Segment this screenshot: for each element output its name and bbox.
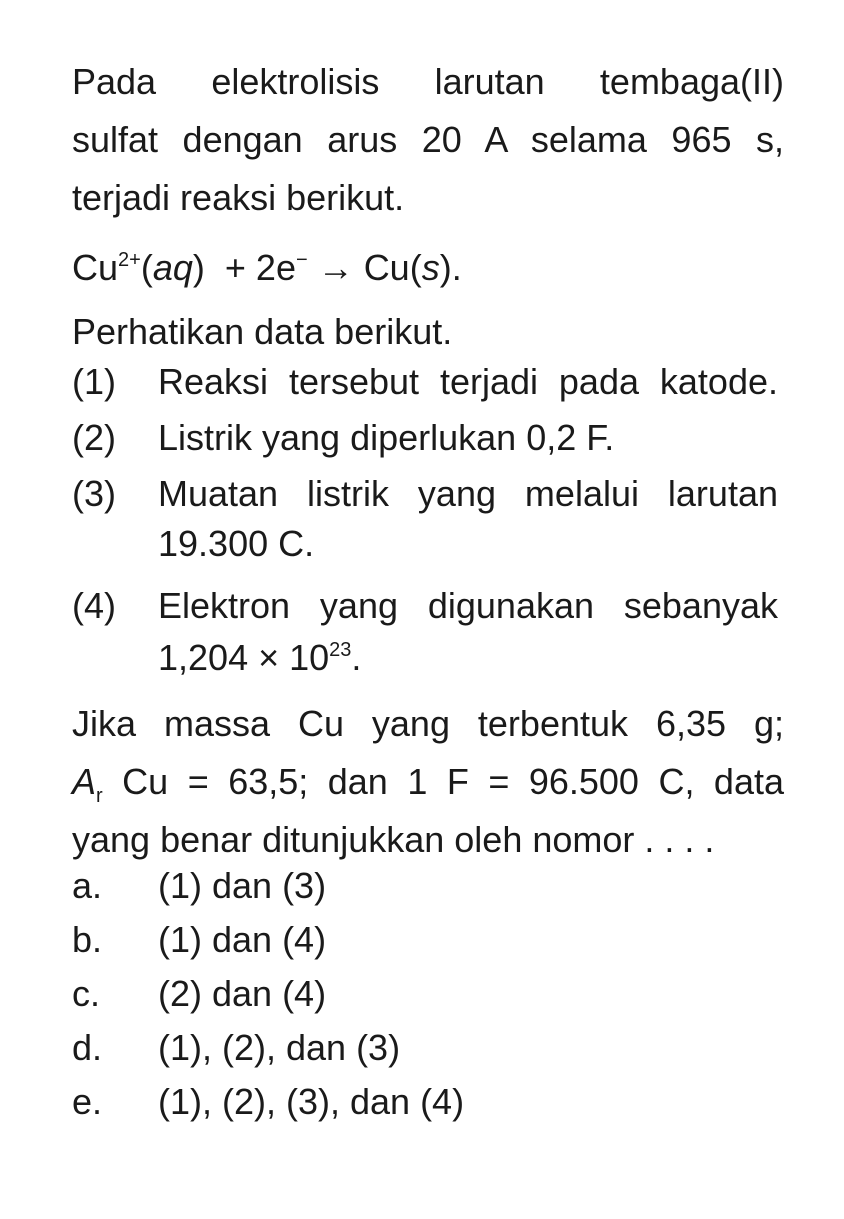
condition-values: Cu = 63,5; dan 1 F = 96.500 C, data xyxy=(102,761,784,802)
option-text: (2) dan (4) xyxy=(158,973,327,1014)
avogadro-base: 1,204 × 10 xyxy=(158,637,330,678)
condition-line-3: yang benar ditunjukkan oleh nomor . . . . xyxy=(72,819,715,860)
option-text: (1), (2), (3), dan (4) xyxy=(158,1081,465,1122)
avogadro-end: . xyxy=(351,637,362,678)
intro-line-2: sulfat dengan arus 20 A selama 965 s, xyxy=(72,119,784,160)
reactant-state: aq xyxy=(152,247,193,288)
statement-text: Muatan listrik yang melalui larutan xyxy=(158,473,778,514)
option-text: (1) dan (3) xyxy=(158,865,327,906)
ar-symbol: A xyxy=(72,761,97,802)
statement-text: Listrik yang diperlukan 0,2 F. xyxy=(158,417,615,458)
intro-line-1: Pada elektrolisis larutan tembaga(II) xyxy=(72,61,784,102)
option-text: (1) dan (4) xyxy=(158,919,327,960)
statement-text-cont: 19.300 C. xyxy=(158,523,315,564)
option-letter: d. xyxy=(72,1027,103,1068)
option-text: (1), (2), dan (3) xyxy=(158,1027,401,1068)
option-letter: c. xyxy=(72,973,101,1014)
statement-number: (4) xyxy=(72,585,116,626)
reactant-charge: 2+ xyxy=(118,249,141,271)
statement-number: (2) xyxy=(72,417,116,458)
product-state: s xyxy=(421,247,440,288)
option-letter: a. xyxy=(72,865,103,906)
electron-term: + 2e xyxy=(224,247,296,288)
option-letter: e. xyxy=(72,1081,103,1122)
data-intro: Perhatikan data berikut. xyxy=(72,311,453,352)
product: Cu( xyxy=(363,247,422,288)
intro-line-3: terjadi reaksi berikut. xyxy=(72,177,405,218)
condition-line-2 xyxy=(72,760,784,807)
product-end: ). xyxy=(439,247,462,288)
avogadro-exponent: 23 xyxy=(329,639,352,661)
condition-line-1: Jika massa Cu yang terbentuk 6,35 g; xyxy=(72,703,784,744)
reaction-arrow: → xyxy=(317,247,354,288)
ar-subscript: r xyxy=(96,785,103,807)
reactant: Cu xyxy=(72,247,119,288)
statement-number: (1) xyxy=(72,361,116,402)
statement-text-cont xyxy=(158,636,361,680)
option-letter: b. xyxy=(72,919,103,960)
statement-number: (3) xyxy=(72,473,116,514)
statement-text: Reaksi tersebut terjadi pada katode. xyxy=(158,361,778,402)
reaction-equation: $Cu^{2+}(aq) + 2e^- \to Cu(s)$. xyxy=(72,247,462,288)
electron-charge: − xyxy=(295,249,308,271)
statement-text: Elektron yang digunakan sebanyak xyxy=(158,585,778,626)
